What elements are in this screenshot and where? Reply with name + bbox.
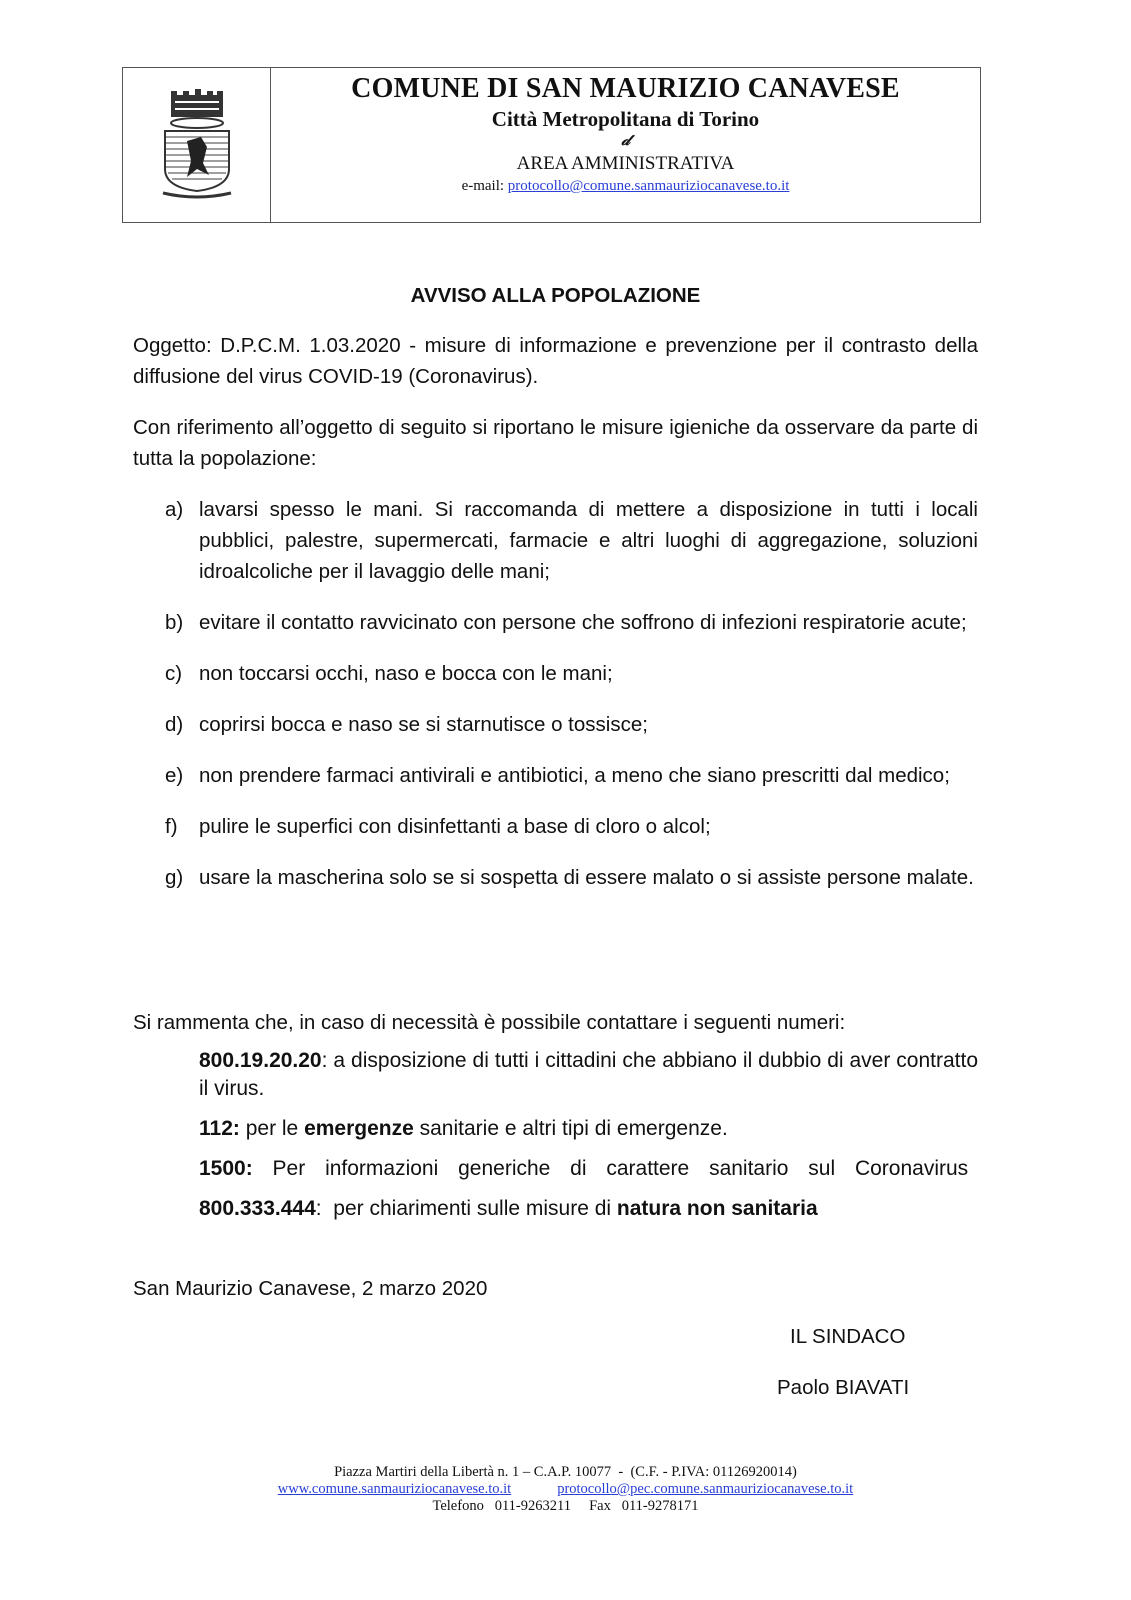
measure-text: non prendere farmaci antivirali e antibiotici, a meno che siano prescritti dal medico; (199, 764, 950, 787)
pec-email-link[interactable]: protocollo@pec.comune.sanmauriziocanavese.to.it (557, 1481, 854, 1497)
helpline-numbers (199, 1047, 978, 1235)
reminder-paragraph: Si rammenta che, in caso di necessità è possibile contattare i seguenti numeri: (133, 1011, 846, 1034)
measure-text: usare la mascherina solo se si sospetta di essere malato o si assiste persone malate. (199, 866, 974, 889)
measure-text: pulire le superfici con disinfettanti a base di cloro o alcol; (199, 815, 711, 838)
helpline-item (199, 1115, 978, 1143)
list-marker: b) (165, 611, 184, 634)
metropolitan-city: Città Metropolitana di Torino (491, 107, 760, 131)
website-link[interactable]: www.comune.sanmauriziocanavese.to.it (277, 1481, 512, 1497)
helpline-item (199, 1047, 978, 1103)
list-item (165, 811, 978, 842)
email-label: e-mail: (461, 178, 508, 194)
header-email-line (271, 176, 980, 196)
separator: : (321, 1049, 328, 1072)
coat-of-arms-icon (157, 89, 237, 201)
phone-number: 800.19.20.20 (199, 1049, 322, 1072)
ornament-icon: 𝒹 (621, 132, 630, 149)
header-email-link[interactable]: protocollo@comune.sanmauriziocanavese.to.it (507, 178, 790, 194)
footer-links (0, 1481, 1131, 1498)
list-item (165, 607, 978, 638)
footer-address: Piazza Martiri della Libertà n. 1 – C.A.P. 10077 - (C.F. - P.IVA: 01126920014) (334, 1464, 797, 1480)
list-item (165, 862, 978, 893)
phone-number: 800.333.444 (199, 1197, 316, 1220)
helpline-description: Per informazioni generiche di carattere sanitario sul Coronavirus (252, 1157, 969, 1180)
separator: : (315, 1197, 322, 1220)
measure-text: coprirsi bocca e naso se si starnutisce o tossisce; (199, 713, 648, 736)
list-marker: d) (165, 713, 184, 736)
measure-text: evitare il contatto ravvicinato con persone che soffrono di infezioni respiratorie acute; (199, 611, 967, 634)
helpline-description: per le (239, 1117, 305, 1140)
list-item (165, 658, 978, 689)
hygiene-measures-list (165, 494, 978, 913)
list-marker: a) (165, 498, 184, 521)
helpline-description: sanitarie e altri tipi di emergenze. (413, 1117, 728, 1140)
measure-text: lavarsi spesso le mani. Si raccomanda di mettere a disposizione in tutti i locali pubblici, palestre, supermercati, farmacie e altri luoghi di aggregazione, soluzioni idroalcoliche per il lavaggio delle mani; (199, 498, 978, 583)
list-marker: g) (165, 866, 184, 889)
letterhead-titles (271, 68, 980, 222)
phone-number: 112: (199, 1117, 240, 1140)
footer-phone-fax: Telefono 011-9263211 Fax 011-9278171 (432, 1498, 699, 1514)
helpline-description: per chiarimenti sulle misure di (321, 1197, 617, 1220)
municipality-name: COMUNE DI SAN MAURIZIO CANAVESE (351, 73, 900, 104)
intro-paragraph: Con riferimento all’oggetto di seguito si riportano le misure igieniche da osservare da parte di tutta la popolazione: (133, 416, 978, 470)
list-item (165, 760, 978, 791)
letter-footer (0, 1464, 1131, 1515)
subject-paragraph: Oggetto: D.P.C.M. 1.03.2020 - misure di informazione e prevenzione per il contrasto della diffusione del virus COVID-19 (Coronavirus). (133, 334, 978, 388)
signature-title: IL SINDACO (790, 1325, 906, 1348)
municipal-crest (123, 68, 271, 222)
emphasis: emergenze (304, 1117, 414, 1140)
list-item (165, 709, 978, 740)
signature-name: Paolo BIAVATI (777, 1376, 910, 1399)
list-marker: f) (165, 815, 178, 838)
emphasis: natura non sanitaria (616, 1197, 818, 1220)
list-item (165, 494, 978, 587)
list-marker: e) (165, 764, 184, 787)
list-marker: c) (165, 662, 183, 685)
letterhead (122, 67, 981, 223)
helpline-description: a disposizione di tutti i cittadini che abbiano il dubbio di aver contratto il virus. (199, 1049, 978, 1100)
helpline-item (199, 1155, 978, 1183)
place-and-date: San Maurizio Canavese, 2 marzo 2020 (133, 1277, 488, 1300)
phone-number: 1500: (199, 1157, 253, 1180)
notice-title: AVVISO ALLA POPOLAZIONE (410, 284, 701, 307)
department-name: AREA AMMINISTRATIVA (516, 153, 735, 174)
helpline-item (199, 1195, 978, 1223)
measure-text: non toccarsi occhi, naso e bocca con le mani; (199, 662, 613, 685)
